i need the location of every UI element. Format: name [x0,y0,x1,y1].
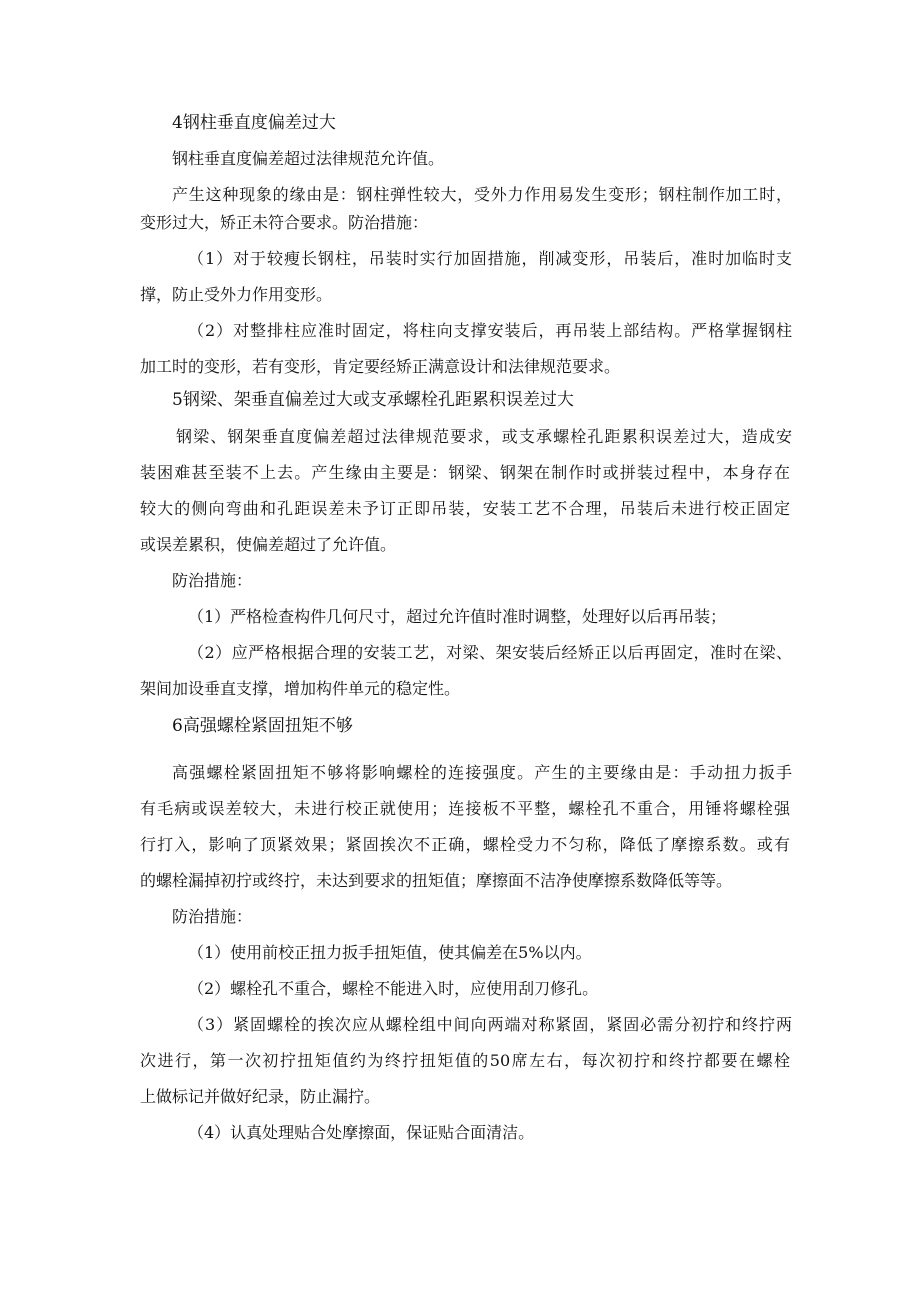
measure-item-line: 加工时的变形，若有变形，肯定要经矫正满意设计和法律规范要求。 [140,357,621,376]
paragraph-line: 产生这种现象的缘由是：钢柱弹性较大，受外力作用易发生变形；钢柱制作加工时， [172,185,792,204]
paragraph-line: 或误差累积，使偏差超过了允许值。 [140,535,397,554]
measure-item: （3）紧固螺栓的挨次应从螺栓组中间向两端对称紧固，紧固必需分初拧和终拧两 [188,1015,792,1034]
measures-label: 防治措施： [172,571,253,590]
measure-item: （2）应严格根据合理的安装工艺，对梁、架安装后经矫正以后再固定，准时在梁、 [188,643,792,662]
paragraph-line: 行打入，影响了顶紧效果；紧固挨次不正确，螺栓受力不匀称，降低了摩擦系数。或有 [140,835,790,854]
measure-item: （4）认真处理贴合处摩擦面，保证贴合面清洁。 [188,1123,535,1142]
paragraph-line: 高强螺栓紧固扭矩不够将影响螺栓的连接强度。产生的主要缘由是：手动扭力扳手 [172,763,792,782]
section-heading-6: 6高强螺栓紧固扭矩不够 [172,716,353,736]
paragraph-line: 装困难甚至装不上去。产生缘由主要是：钢梁、钢架在制作时或拼装过程中，本身存在 [140,463,790,482]
paragraph-line: 的螺栓漏掉初拧或终拧，未达到要求的扭矩值；摩擦面不洁净使摩擦系数降低等等。 [140,871,733,890]
measure-item: （2）螺栓孔不重合，螺栓不能进入时，应使用刮刀修孔。 [188,979,599,998]
measure-item: （1）严格检查构件几何尺寸，超过允许值时准时调整，处理好以后再吊装； [188,607,727,626]
paragraph-line: 钢梁、钢架垂直度偏差超过法律规范要求，或支承螺栓孔距累积误差过大，造成安 [176,427,792,446]
paragraph-line: 较大的侧向弯曲和孔距误差未予订正即吊装，安装工艺不合理，吊装后未进行校正固定 [140,499,790,518]
measure-item-line: 次进行，第一次初拧扭矩值约为终拧扭矩值的50席左右，每次初拧和终拧都要在螺栓 [140,1051,790,1070]
measure-item: （1）对于较瘦长钢柱，吊装时实行加固措施，削减变形，吊装后，准时加临时支 [188,249,792,268]
measure-item: （1）使用前校正扭力扳手扭矩值，使其偏差在5%以内。 [188,943,592,962]
measure-item-line: 上做标记并做好纪录，防止漏拧。 [140,1087,381,1106]
measure-item-line: 撑，防止受外力作用变形。 [140,285,333,304]
paragraph-line: 有毛病或误差较大，未进行校正就使用；连接板不平整，螺栓孔不重合，用锤将螺栓强 [140,799,790,818]
measure-item: （2）对整排柱应准时固定，将柱向支撑安装后，再吊装上部结构。严格掌握钢柱 [188,321,792,340]
paragraph: 钢柱垂直度偏差超过法律规范允许值。 [172,149,445,168]
section-heading-4: 4钢柱垂直度偏差过大 [172,113,336,133]
measure-item-line: 架间加设垂直支撑，增加构件单元的稳定性。 [140,679,461,698]
paragraph-line: 变形过大，矫正未符合要求。防治措施： [140,213,429,232]
section-heading-5: 5钢梁、架垂直偏差过大或支承螺栓孔距累积误差过大 [172,390,574,410]
measures-label: 防治措施： [172,907,253,926]
